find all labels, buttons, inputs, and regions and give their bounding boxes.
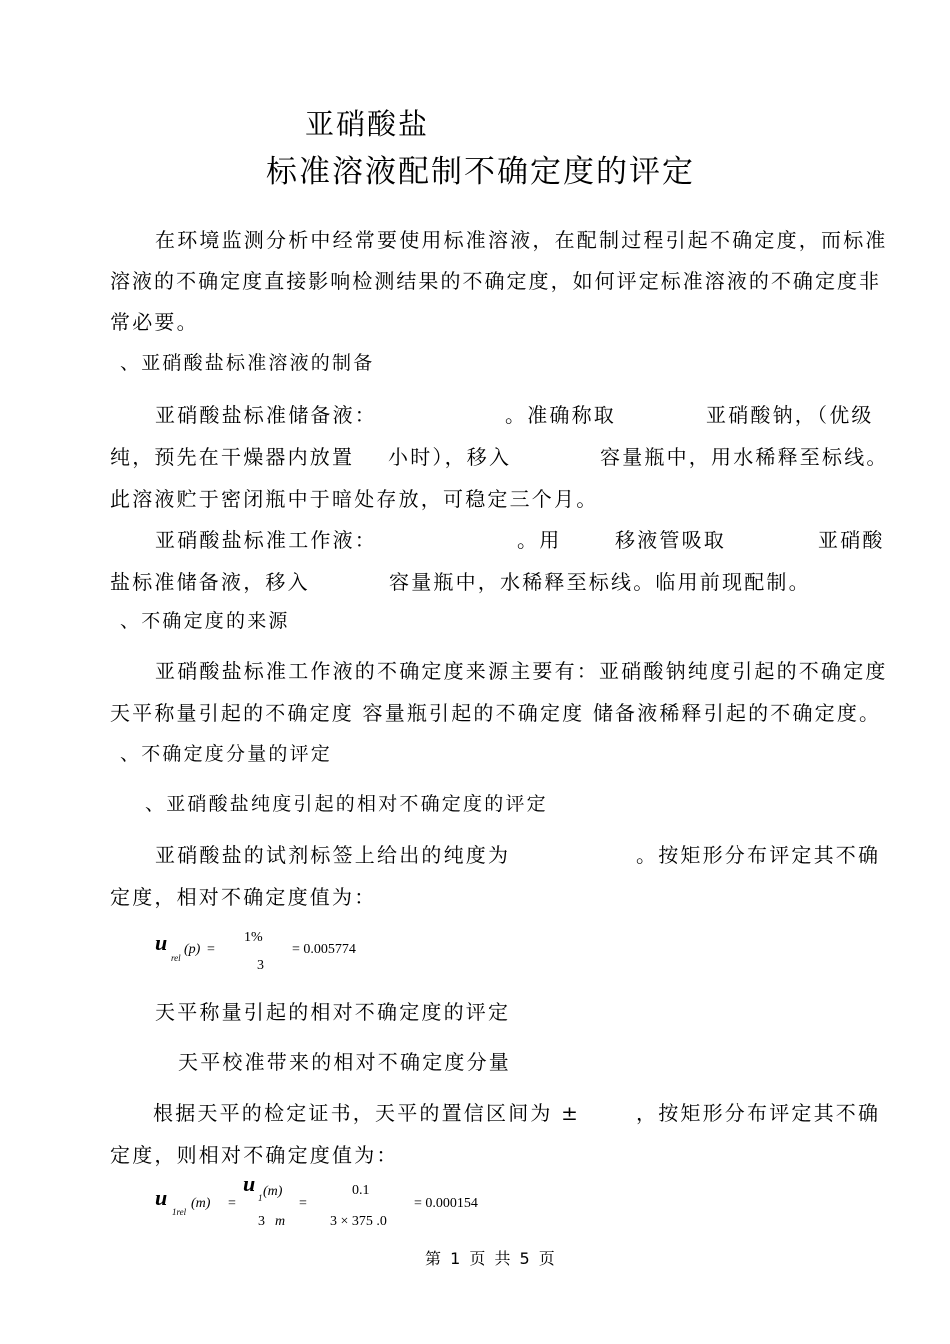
working-text-1: 。用 (517, 528, 562, 552)
section1-heading: 、亚硝酸盐标准溶液的制备 (120, 352, 375, 374)
formula2-u: u (155, 1185, 168, 1210)
formula2-sub: 1rel (172, 1207, 187, 1217)
formula2-num-sub: 1 (258, 1193, 263, 1203)
sub1-line-2: 定度，相对不确定度值为： (110, 885, 377, 909)
formula2-num-u: u (243, 1171, 256, 1196)
formula2-result: = 0.000154 (414, 1196, 478, 1211)
intro-line-2: 溶液的不确定度直接影响检测结果的不确定度，如何评定标准溶液的不确定度非 (110, 269, 881, 293)
title-line-1: 亚硝酸盐 (305, 107, 430, 141)
sub2-line-1b: ，按矩形分布评定其不确 (636, 1101, 881, 1125)
section2-line-2: 天平称量引起的不确定度 容量瓶引起的不确定度 储备液稀释引起的不确定度。 (110, 701, 881, 725)
formula2-den2: 3 × 375 .0 (330, 1214, 387, 1229)
stock-label: 亚硝酸盐标准储备液： (155, 403, 377, 427)
sub2-line-1a: 根据天平的检定证书，天平的置信区间为 ± (153, 1101, 581, 1125)
formula2-eq2: = (299, 1196, 307, 1211)
formula2-den1-a: 3 (258, 1214, 265, 1229)
formula1-num: 1% (244, 930, 263, 945)
section3-heading: 、不确定度分量的评定 (120, 743, 333, 765)
working-line-2a: 盐标准储备液，移入 (110, 570, 310, 594)
formula1-arg: (p) (184, 942, 201, 957)
sub1-line-1a: 亚硝酸盐的试剂标签上给出的纯度为 (155, 843, 511, 867)
formula1-result: = 0.005774 (292, 942, 356, 957)
formula2-den1-b: m (275, 1214, 286, 1229)
stock-line-2b: 小时），移入 (388, 445, 512, 469)
title-line-2: 标准溶液配制不确定度的评定 (266, 154, 695, 190)
stock-line-3: 此溶液贮于密闭瓶中于暗处存放，可稳定三个月。 (110, 487, 599, 511)
sub2-line-2: 定度，则相对不确定度值为： (110, 1143, 399, 1167)
stock-line-2c: 容量瓶中，用水稀释至标线。 (600, 445, 889, 469)
working-text-2: 移液管吸取 (615, 528, 726, 552)
sub1-line-1b: 。按矩形分布评定其不确 (636, 843, 881, 867)
formula2-num-arg: (m) (263, 1184, 283, 1199)
section2-line-1: 亚硝酸盐标准工作液的不确定度来源主要有：亚硝酸钠纯度引起的不确定度 (155, 659, 888, 683)
working-text-3: 亚硝酸 (818, 528, 885, 552)
sub2-sub-heading: 天平校准带来的相对不确定度分量 (178, 1050, 511, 1074)
stock-text-2: 亚硝酸钠，（优级 (706, 403, 874, 427)
formula2-arg: (m) (191, 1196, 211, 1211)
formula1-den: 3 (257, 958, 264, 973)
intro-line-3: 常必要。 (110, 310, 199, 334)
intro-line-1: 在环境监测分析中经常要使用标准溶液，在配制过程引起不确定度，而标准 (155, 228, 888, 252)
working-line-2b: 容量瓶中，水稀释至标线。临用前现配制。 (389, 570, 811, 594)
stock-text-1: 。准确称取 (505, 403, 616, 427)
section2-heading: 、不确定度的来源 (120, 610, 290, 632)
working-label: 亚硝酸盐标准工作液： (155, 528, 377, 552)
formula1-u: u (155, 930, 168, 955)
sub1-heading: 、亚硝酸盐纯度引起的相对不确定度的评定 (145, 793, 548, 815)
formula2-num2: 0.1 (352, 1183, 370, 1198)
sub2-heading: 天平称量引起的相对不确定度的评定 (155, 1000, 511, 1024)
formula1-sub: rel (171, 953, 181, 963)
formula1-eq: = (207, 942, 215, 957)
formula2-eq1: = (228, 1196, 236, 1211)
page-number-footer: 第 1 页 共 5 页 (425, 1249, 557, 1268)
stock-line-2a: 纯，预先在干燥器内放置 (110, 445, 355, 469)
